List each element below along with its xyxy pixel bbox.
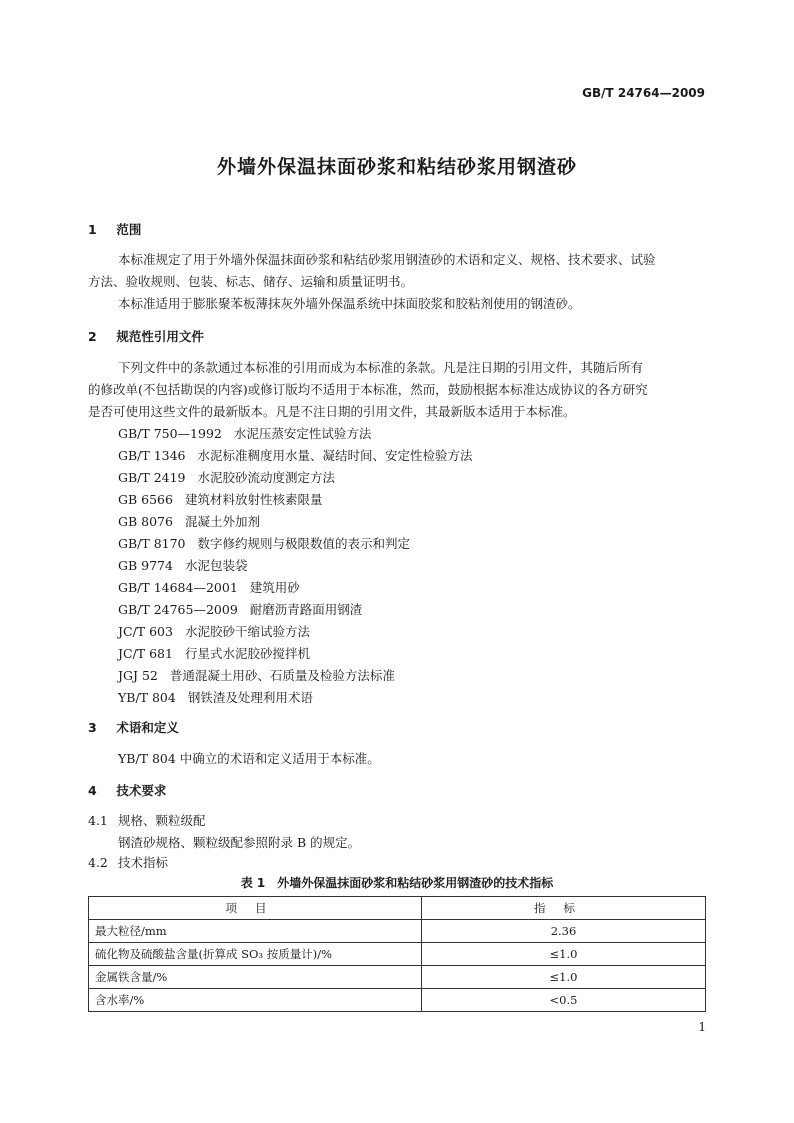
- reference-item: [118, 534, 410, 552]
- subsection-number: 4.2: [88, 855, 108, 870]
- reference-item: [118, 688, 313, 706]
- section-number: 3: [88, 720, 97, 735]
- section-title: 范围: [116, 222, 142, 237]
- reference-item: [118, 446, 473, 464]
- reference-item: [118, 512, 260, 530]
- table-header-row: [89, 897, 706, 920]
- references-intro-line: 是否可使用这些文件的最新版本。凡是不注日期的引用文件，其最新版本适用于本标准。: [88, 404, 576, 419]
- reference-code: JGJ 52: [118, 668, 158, 683]
- reference-code: JC/T 603: [118, 624, 173, 639]
- reference-code: GB/T 750—1992: [118, 426, 222, 441]
- reference-name: 水泥包装袋: [184, 558, 248, 573]
- table-cell-value: ≤1.0: [422, 943, 706, 966]
- reference-name: 耐磨沥青路面用钢渣: [249, 602, 363, 617]
- section-number: 4: [88, 783, 97, 798]
- scope-paragraph: 本标准适用于膨胀聚苯板薄抹灰外墙外保温系统中抹面胶浆和胶粘剂使用的钢渣砂。: [118, 296, 581, 311]
- reference-code: GB/T 8170: [118, 536, 186, 551]
- standard-code: GB/T 24764—2009: [582, 86, 705, 100]
- reference-code: GB/T 14684—2001: [118, 580, 238, 595]
- reference-name: 行星式水泥胶砂搅拌机: [184, 646, 310, 661]
- section-4-heading: [88, 781, 166, 799]
- table-caption: 表 1 外墙外保温抹面砂浆和粘结砂浆用钢渣砂的技术指标: [240, 876, 554, 890]
- table-cell-item: 含水率/%: [89, 989, 422, 1012]
- reference-item: [118, 490, 322, 508]
- section-2-heading: [88, 327, 204, 345]
- section-number: 2: [88, 329, 97, 344]
- reference-item: [118, 666, 395, 684]
- table-header-item: 项目: [89, 897, 422, 920]
- document-title: 外墙外保温抹面砂浆和粘结砂浆用钢渣砂: [216, 156, 577, 178]
- table-row: [89, 920, 706, 943]
- table-cell-value: 2.36: [422, 920, 706, 943]
- reference-item: [118, 644, 310, 662]
- table-cell-item: 金属铁含量/%: [89, 966, 422, 989]
- reference-code: JC/T 681: [118, 646, 173, 661]
- reference-item: [118, 600, 362, 618]
- reference-name: 数字修约规则与极限数值的表示和判定: [197, 536, 411, 551]
- subsection-4-1-text: 钢渣砂规格、颗粒级配参照附录 B 的规定。: [118, 835, 361, 850]
- subsection-title: 技术指标: [118, 855, 169, 870]
- reference-name: 水泥压蒸安定性试验方法: [233, 426, 372, 441]
- scope-paragraph-line: 方法、验收规则、包装、标志、储存、运输和质量证明书。: [88, 274, 414, 289]
- reference-code: GB/T 24765—2009: [118, 602, 238, 617]
- reference-item: [118, 578, 300, 596]
- reference-item: [118, 556, 247, 574]
- references-intro-line: 的修改单(不包括勘误的内容)或修订版均不适用于本标准，然而，鼓励根据本标准达成协议的各方研究: [88, 382, 648, 397]
- terms-paragraph: YB/T 804 中确立的术语和定义适用于本标准。: [118, 751, 380, 766]
- reference-code: GB 8076: [118, 514, 173, 529]
- reference-item: [118, 468, 335, 486]
- reference-name: 混凝土外加剂: [184, 514, 260, 529]
- references-intro-line: 下列文件中的条款通过本标准的引用而成为本标准的条款。凡是注日期的引用文件，其随后所有: [118, 360, 644, 375]
- section-title: 术语和定义: [116, 720, 179, 735]
- scope-paragraph-line: 本标准规定了用于外墙外保温抹面砂浆和粘结砂浆用钢渣砂的术语和定义、规格、技术要求、试验: [118, 252, 656, 267]
- table-cell-item: 最大粒径/mm: [89, 920, 422, 943]
- table-cell-item: 硫化物及硫酸盐含量(折算成 SO₃ 按质量计)/%: [89, 943, 422, 966]
- reference-code: YB/T 804: [118, 690, 176, 705]
- reference-code: GB/T 2419: [118, 470, 186, 485]
- section-3-heading: [88, 718, 179, 736]
- reference-code: GB/T 1346: [118, 448, 186, 463]
- reference-name: 水泥标准稠度用水量、凝结时间、安定性检验方法: [197, 448, 473, 463]
- table-row: [89, 989, 706, 1012]
- section-1-heading: [88, 220, 141, 238]
- reference-code: GB 6566: [118, 492, 173, 507]
- reference-name: 水泥胶砂流动度测定方法: [197, 470, 336, 485]
- subsection-4-1-heading: [88, 811, 206, 829]
- reference-item: [118, 622, 310, 640]
- reference-name: 建筑材料放射性核素限量: [184, 492, 323, 507]
- reference-name: 普通混凝土用砂、石质量及检验方法标准: [169, 668, 395, 683]
- table-row: [89, 943, 706, 966]
- subsection-title: 规格、颗粒级配: [118, 813, 206, 828]
- table-cell-value: <0.5: [422, 989, 706, 1012]
- table-row: [89, 966, 706, 989]
- section-title: 技术要求: [116, 783, 167, 798]
- reference-name: 钢铁渣及处理利用术语: [187, 690, 313, 705]
- reference-name: 建筑用砂: [249, 580, 300, 595]
- reference-name: 水泥胶砂干缩试验方法: [184, 624, 310, 639]
- section-title: 规范性引用文件: [116, 329, 204, 344]
- spec-table: [88, 896, 706, 1012]
- subsection-4-2-heading: [88, 853, 168, 871]
- table-header-value: 指标: [422, 897, 706, 920]
- page-number: 1: [698, 1020, 706, 1034]
- section-number: 1: [88, 222, 97, 237]
- reference-code: GB 9774: [118, 558, 173, 573]
- subsection-number: 4.1: [88, 813, 108, 828]
- table-cell-value: ≤1.0: [422, 966, 706, 989]
- reference-item: [118, 424, 371, 442]
